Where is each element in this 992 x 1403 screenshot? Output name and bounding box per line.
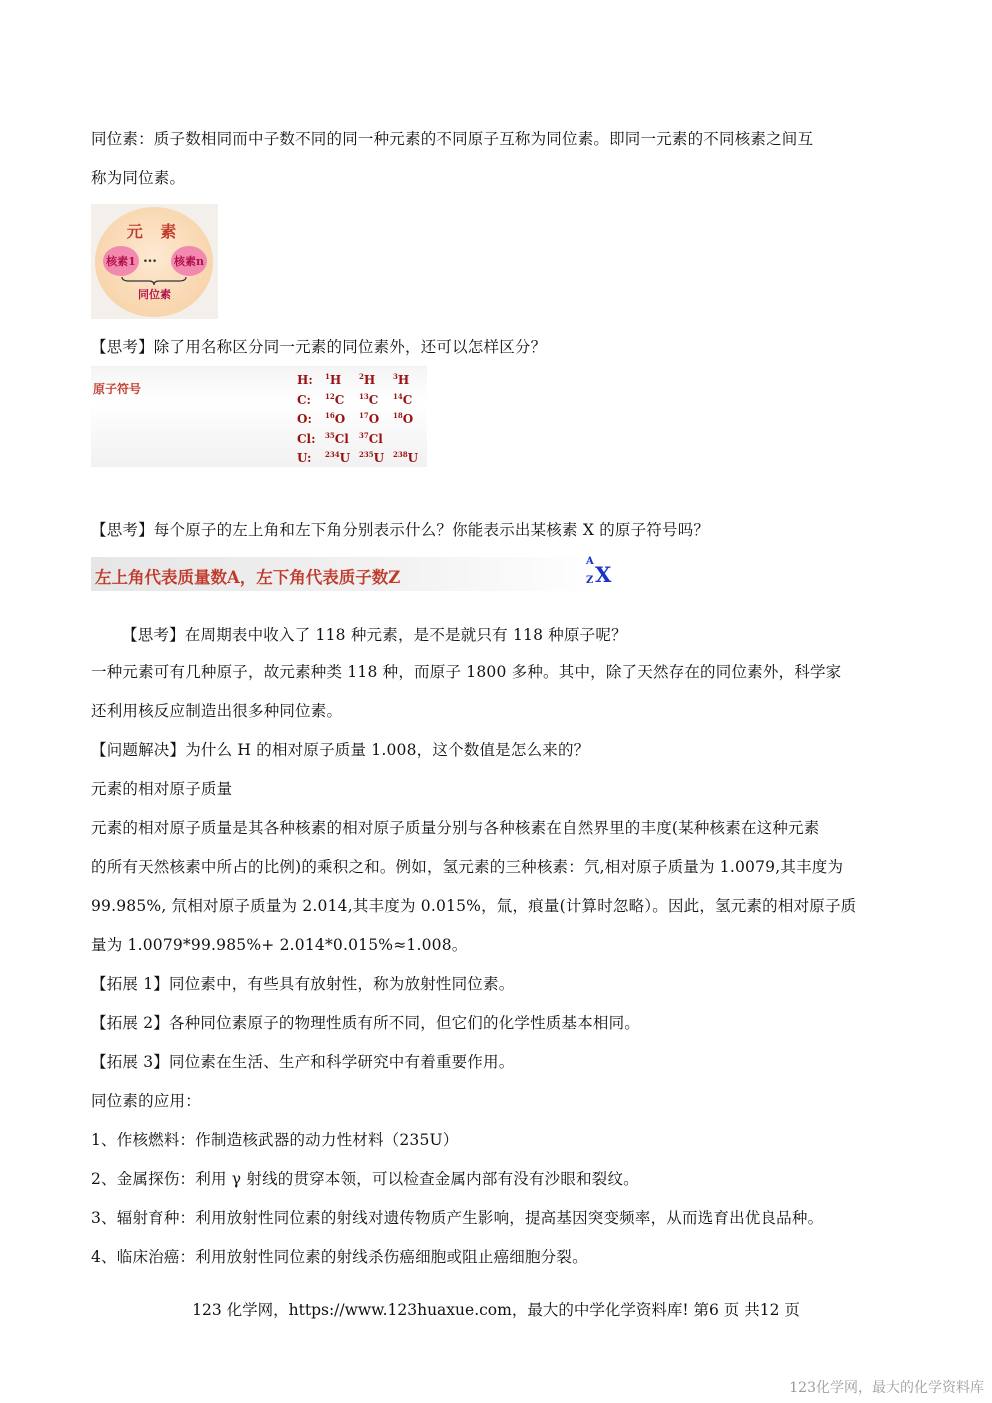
element-symbol-x: X (595, 562, 612, 587)
isotope-label: 同位素 (138, 288, 171, 301)
isotope-symbol: $^{234}$U (325, 450, 351, 465)
element-nuclide-diagram (91, 204, 218, 319)
definition-line-1: 同位素：质子数相同而中子数不同的同一种元素的不同原子互称为同位素。即同一元素的不同核素之间互 (91, 130, 814, 148)
element-symbol: C: (297, 392, 311, 407)
answer-line-2: 还利用核反应制造出很多种同位素。 (91, 702, 343, 720)
mass-number-banner (91, 557, 601, 591)
isotope-symbol: $^{14}$C (393, 391, 413, 407)
isotope-symbol: $^{17}$O (359, 411, 380, 426)
application-3: 3、辐射育种：利用放射性同位素的射线对遗传物质产生影响，提高基因突变频率，从而选育出优良品种。 (91, 1209, 824, 1227)
rel-mass-line-4: 量为 1.0079*99.985%+ 2.014*0.015%≈1.008。 (91, 936, 468, 954)
isotope-symbol: $^{12}$C (325, 391, 345, 407)
corner-watermark: 123化学网，最大的化学资料库 (789, 1380, 984, 1396)
banner-text: 左上角代表质量数A，左下角代表质子数Z (95, 568, 401, 587)
isotope-symbol: $^1$H (325, 372, 342, 387)
isotope-symbol: $^{235}$U (359, 450, 385, 465)
brace-icon (121, 276, 187, 286)
problem-solving: 【问题解决】为什么 H 的相对原子质量 1.008，这个数值是怎么来的？ (91, 741, 590, 759)
element-title: 元 素 (126, 222, 183, 241)
ellipsis: … (143, 250, 157, 266)
rel-mass-line-2: 的所有天然核素中所占的比例)的乘积之和。例如，氢元素的三种核素：氕,相对原子质量为 1.0079,其丰度为 (91, 858, 844, 876)
element-symbol: H: (297, 373, 313, 387)
think-question-1: 【思考】除了用名称区分同一元素的同位素外，还可以怎样区分？ (91, 338, 547, 356)
think-question-3: 【思考】在周期表中收入了 118 种元素，是不是就只有 118 种原子呢？ (122, 626, 627, 644)
atomic-symbol-label: 原子符号 (93, 382, 142, 396)
nuclide-1: 核素1 (103, 246, 139, 276)
isotope-symbol: $^{16}$O (325, 411, 346, 426)
extension-2: 【拓展 2】各种同位素原子的物理性质有所不同，但它们的化学性质基本相同。 (91, 1014, 640, 1032)
proton-number-z: Z (586, 575, 594, 586)
isotope-symbol: $^{13}$C (359, 391, 379, 407)
element-symbol: Cl: (297, 431, 316, 446)
extension-1: 【拓展 1】同位素中，有些具有放射性，称为放射性同位素。 (91, 975, 515, 993)
symbol-row (297, 392, 427, 407)
isotope-symbol: $^{37}$Cl (359, 430, 383, 446)
isotope-symbol: $^{35}$Cl (325, 430, 349, 446)
isotope-symbol: $^2$H (359, 372, 376, 387)
element-symbol: U: (297, 451, 312, 465)
isotope-symbol: $^{238}$U (393, 450, 419, 465)
think-question-2: 【思考】每个原子的左上角和左下角分别表示什么？你能表示出某核素 X 的原子符号吗？ (91, 521, 710, 539)
rel-mass-line-3: 99.985%, 氘相对原子质量为 2.014,其丰度为 0.015%，氚，痕量(计算时忽略）。因此，氢元素的相对原子质 (91, 897, 857, 915)
application-4: 4、临床治癌：利用放射性同位素的射线杀伤癌细胞或阻止癌细胞分裂。 (91, 1248, 588, 1266)
isotope-symbol: $^3$H (393, 372, 410, 387)
symbol-row (297, 431, 393, 446)
page-footer: 123 化学网，https://www.123huaxue.com，最大的中学化学资料库! 第6 页 共12 页 (192, 1301, 800, 1319)
application-2: 2、金属探伤：利用 γ 射线的贯穿本领，可以检查金属内部有没有沙眼和裂纹。 (91, 1170, 639, 1188)
rel-mass-line-1: 元素的相对原子质量是其各种核素的相对原子质量分别与各种核素在自然界里的丰度(某种核素在这种元素 (91, 819, 820, 837)
extension-3: 【拓展 3】同位素在生活、生产和科学研究中有着重要作用。 (91, 1053, 515, 1071)
atomic-symbol-figure (91, 366, 427, 467)
isotope-symbol: $^{18}$O (393, 411, 414, 426)
section-heading: 元素的相对原子质量 (91, 780, 233, 798)
symbol-row (297, 411, 427, 426)
symbol-row (297, 450, 427, 465)
answer-line-1: 一种元素可有几种原子，故元素种类 118 种，而原子 1800 多种。其中，除了天然存在的同位素外，科学家 (91, 663, 842, 681)
mass-number-a: A (586, 556, 594, 567)
element-symbol: O: (297, 412, 312, 426)
nuclide-n: 核素n (171, 246, 207, 276)
symbol-row (297, 372, 427, 387)
definition-line-2: 称为同位素。 (91, 169, 186, 187)
application-heading: 同位素的应用： (91, 1092, 201, 1110)
application-1: 1、作核燃料：作制造核武器的动力性材料（235U） (91, 1131, 459, 1149)
